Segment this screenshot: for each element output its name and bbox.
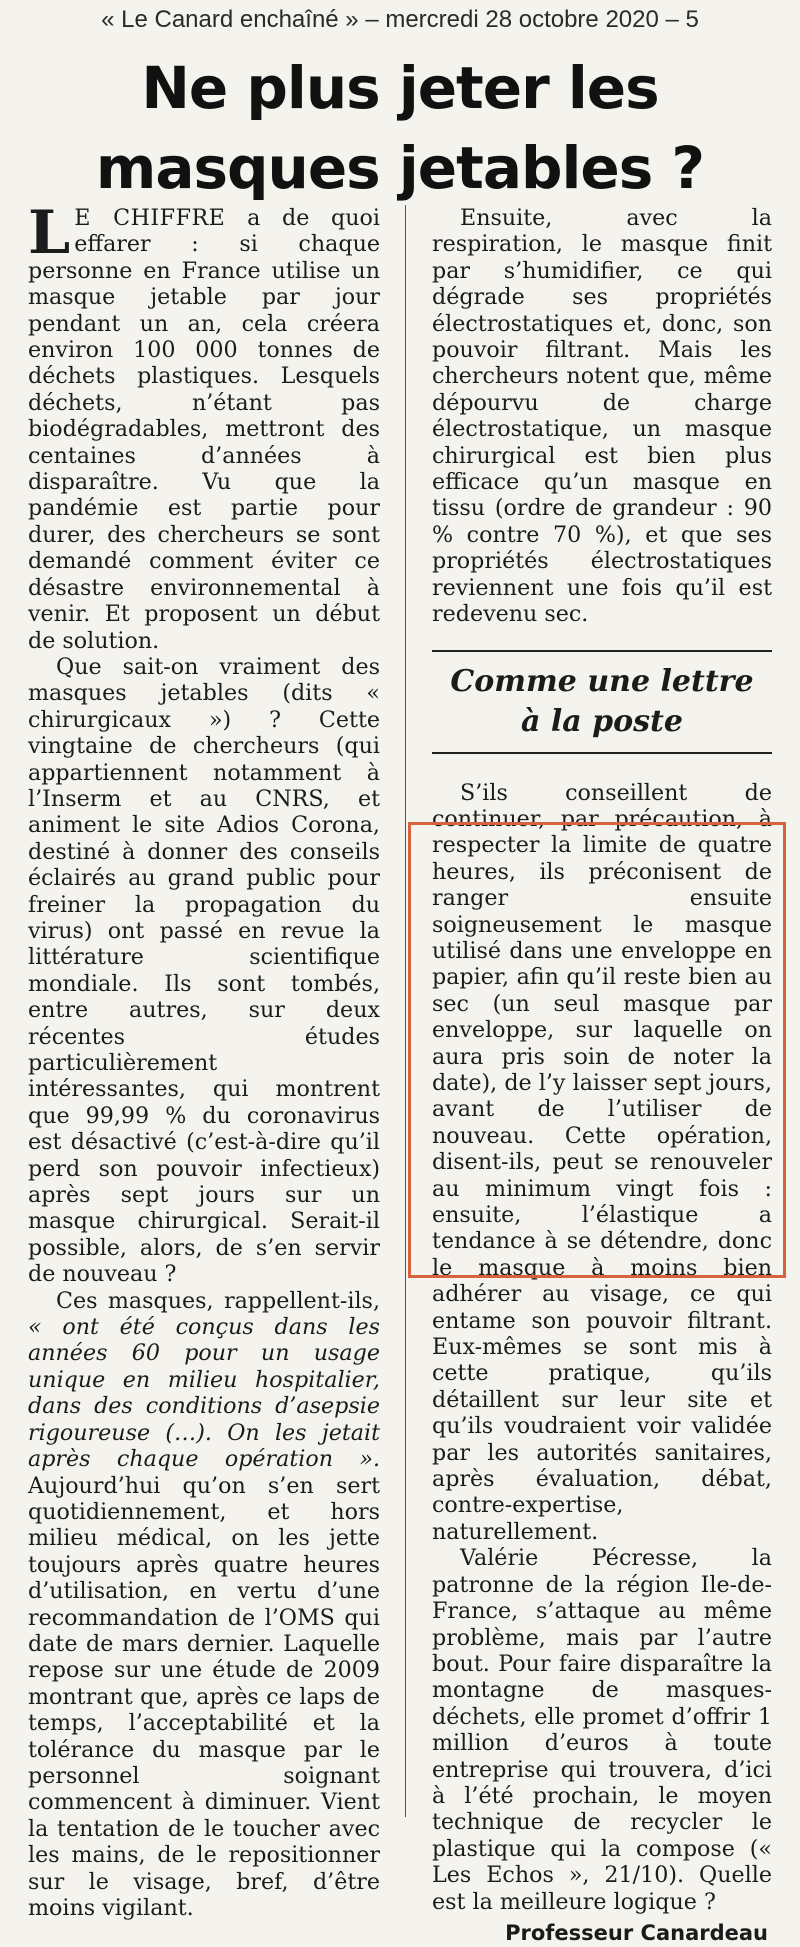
paragraph-6: Valérie Pécresse, la patronne de la région Ile-de-France, s’attaque au même problème, mais par l’autre bout. Pour faire disparaître la montagne de masques-déchets, elle promet d’offrir 1 million d’euros à toute entreprise qui trouvera, d’ici à l’été prochain, le moyen technique de recycler le plastique qui la compose (« Les Echos », 21/10). Quelle est la meilleure logique ? <box>432 1545 772 1915</box>
lead-caps: E CHIFFRE <box>74 205 226 231</box>
author-signature: Professeur Canardeau <box>505 1920 768 1945</box>
paragraph-3 <box>28 1288 380 1922</box>
subheading-line-2: à la poste <box>521 703 683 739</box>
subheading-line-1: Comme une lettre <box>450 663 754 699</box>
headline-line-1: Ne plus jeter les <box>141 54 659 122</box>
paragraph-3-end: Aujourd’hui qu’on s’en sert quotidiennement, et hors milieu médical, on les jette toujours après quatre heures d’utilisation, en vertu d’une recommandation de l’OMS qui date de mars dernier. Laquelle repose sur une étude de 2009 montrant que, après ce laps de temps, l’acceptabilité et la tolérance du masque par le personnel soignant commencent à diminuer. Vient la tentation de le toucher avec les mains, de le repositionner sur le visage, bref, d’être moins vigilant. <box>28 1472 380 1921</box>
left-column <box>28 198 380 1921</box>
section-rule-bottom <box>432 752 772 754</box>
headline <box>0 48 800 208</box>
drop-cap: L <box>28 198 71 268</box>
paragraph-3-start: Ces masques, rappellent-ils, <box>56 1287 380 1314</box>
paragraph-5: S’ils conseillent de continuer, par précaution, à respecter la limite de quatre heures, ils préconisent de ranger ensuite soigneusement le masque utilisé dans une enveloppe en papier, afin qu’il reste bien au sec (un seul masque par enveloppe, sur laquelle on aura pris soin de noter la date), de l’y laisser sept jours, avant de l’utiliser de nouveau. Cette opération, disent-ils, peut se renouveler au minimum vingt fois : ensuite, l’élastique a tendance à se détendre, donc le masque à moins bien adhérer au visage, ce qui entame son pouvoir filtrant. Eux-mêmes se sont mis à cette pratique, qu’ils détaillent sur leur site et qu’ils voudraient voir validée par les autorités sanitaires, après évaluation, débat, contre-expertise, naturellement. <box>432 779 772 1545</box>
paragraph-1 <box>28 198 380 654</box>
masthead: « Le Canard enchaîné » – mercredi 28 octobre 2020 – 5 <box>101 6 699 33</box>
paragraph-2: Que sait-on vraiment des masques jetables (dits « chirurgicaux ») ? Cette vingtaine de chercheurs (qui appartiennent notamment à l’Inserm et au CNRS, et animent le site Adios Corona, destiné à donner des conseils éclairés au grand public pour freiner la propagation du virus) ont passé en revue la littérature scientifique mondiale. Ils sont tombés, entre autres, sur deux récentes études particulièrement intéressantes, qui montrent que 99,99 % du coronavirus est désactivé (c’est-à-dire qu’il perd son pouvoir infectieux) après sept jours sur un masque chirurgical. Serait-il possible, alors, de s’en servir de nouveau ? <box>28 653 380 1288</box>
headline-line-2: masques jetables ? <box>95 134 705 202</box>
section-rule-top <box>432 650 772 652</box>
highlight-box <box>408 822 786 1278</box>
paragraph-4: Ensuite, avec la respiration, le masque finit par s’humidifier, ce qui dégrade ses propriétés électrostatiques et, donc, son pouvoir filtrant. Mais les chercheurs notent que, même dépourvu de charge électrostatique, un masque chirurgical est bien plus efficace qu’un masque en tissu (ordre de grandeur : 90 % contre 70 %), et que ses propriétés électrostatiques reviennent une fois qu’il est redevenu sec. <box>432 205 772 628</box>
paragraph-1-text: a de quoi effarer : si chaque personne en France utilise un masque jetable par jour pendant un an, cela créera environ 100 000 tonnes de déchets plastiques. Lesquels déchets, n’étant pas biodégradables, mettront des centaines d’années à disparaître. Vu que la pandémie est partie pour durer, des chercheurs se sont demandé comment éviter ce désastre environnemental à venir. Et proposent un début de solution. <box>28 205 380 654</box>
column-divider <box>405 205 406 1817</box>
subheading <box>432 662 772 742</box>
quotation: « ont été conçus dans les années 60 pour un usage unique en milieu hospitalier, dans des conditions d’asepsie rigoureuse (…). On les jetait après chaque opération ». <box>28 1314 380 1473</box>
